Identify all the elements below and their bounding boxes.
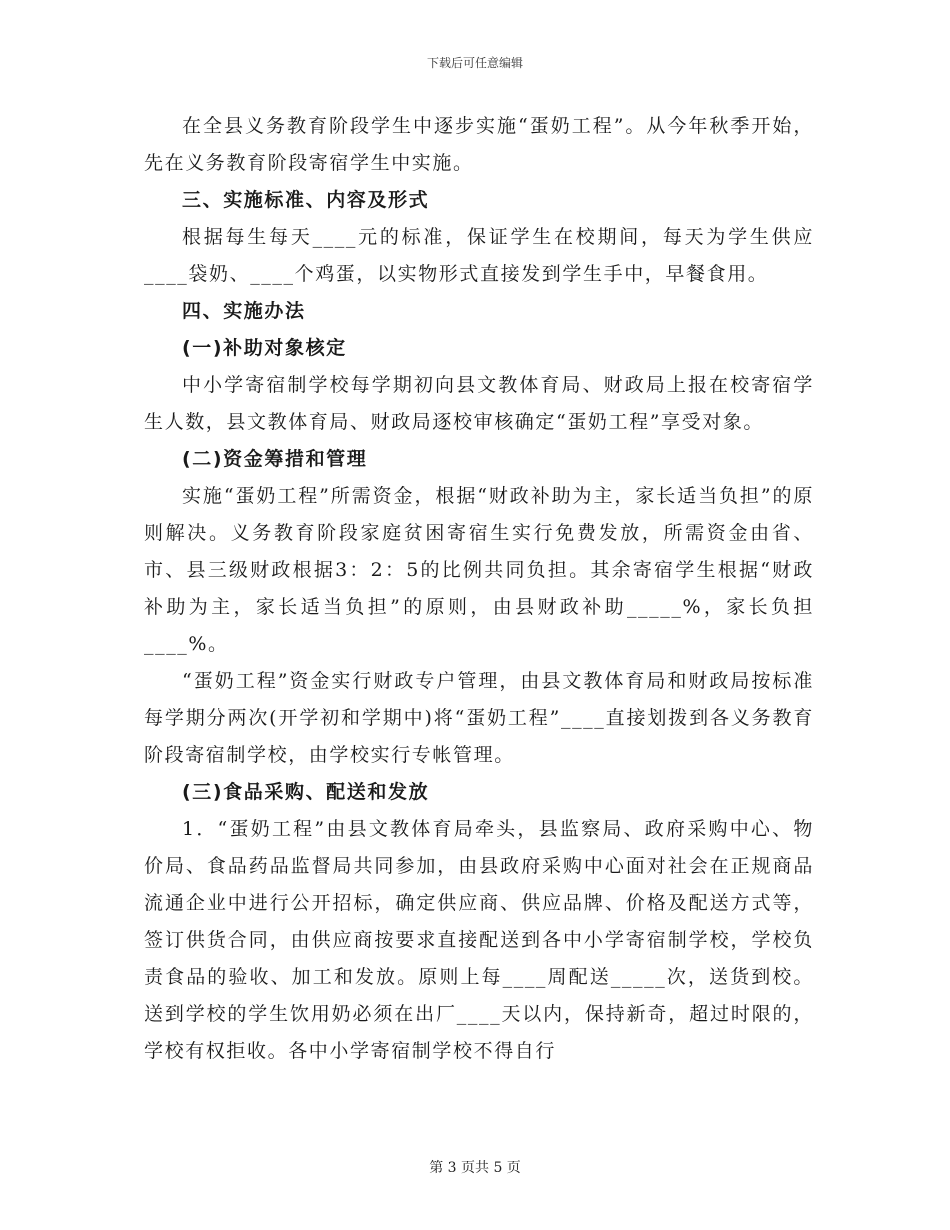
paragraph-funding: 实施“蛋奶工程”所需资金，根据“财政补助为主，家长适当负担”的原则解决。义务教育阶段家庭贫困寄宿生实行免费发放，所需资金由省、市、县三级财政根据3：2：5的比例共同负担。其余寄宿学生根据“财政补助为主，家长适当负担”的原则，由县财政补助_____%，家长负担____%。 xyxy=(144,485,814,655)
section-heading-3: 三、实施标准、内容及形式 xyxy=(182,189,430,211)
page-footer: 第 3 页共 5 页 xyxy=(429,1160,521,1176)
paragraph-fund-management: “蛋奶工程”资金实行财政专户管理，由县文教体育局和财政局按标准每学期分两次(开学初和学期中)将“蛋奶工程”____直接划拨到各义务教育阶段寄宿制学校，由学校实行专帐管理。 xyxy=(144,670,814,766)
subheading-1: (一)补助对象核定 xyxy=(182,337,347,359)
subheading-3: (三)食品采购、配送和发放 xyxy=(182,781,430,803)
paragraph-subsidy-target: 中小学寄宿制学校每学期初向县文教体育局、财政局上报在校寄宿学生人数，县文教体育局、财政局逐校审核确定“蛋奶工程”享受对象。 xyxy=(144,374,814,433)
page-header: 下载后可任意编辑 xyxy=(426,56,523,70)
subheading-2: (二)资金筹措和管理 xyxy=(182,448,368,470)
paragraph-intro: 在全县义务教育阶段学生中逐步实施“蛋奶工程”。从今年秋季开始，先在义务教育阶段寄宿学生中实施。 xyxy=(144,115,814,174)
document-body xyxy=(144,108,814,1070)
section-heading-4: 四、实施办法 xyxy=(182,300,306,322)
paragraph-standard: 根据每生每天____元的标准，保证学生在校期间，每天为学生供应____袋奶、____个鸡蛋，以实物形式直接发到学生手中，早餐食用。 xyxy=(144,226,814,285)
paragraph-procurement: 1．“蛋奶工程”由县文教体育局牵头，县监察局、政府采购中心、物价局、食品药品监督局共同参加，由县政府采购中心面对社会在正规商品流通企业中进行公开招标，确定供应商、供应品牌、价格及配送方式等，签订供货合同，由供应商按要求直接配送到各中小学寄宿制学校，学校负责食品的验收、加工和发放。原则上每____周配送_____次，送货到校。送到学校的学生饮用奶必须在出厂____天以内，保持新奇，超过时限的，学校有权拒收。各中小学寄宿制学校不得自行 xyxy=(144,818,814,1062)
